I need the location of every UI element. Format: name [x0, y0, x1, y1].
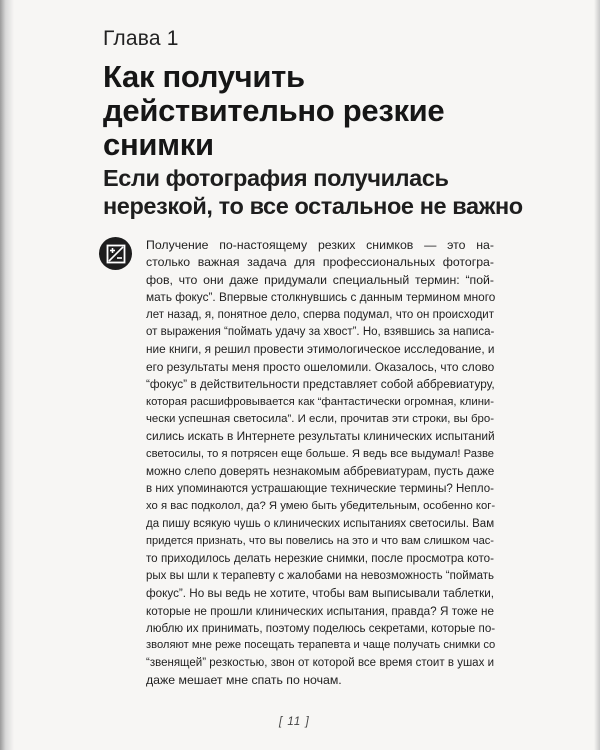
- body-line: светосилы, то я потрясен еще больше. Я ведь все выдумал! Разве: [146, 447, 494, 460]
- body-line: можно слепо доверять незнакомым аббревиатурам, пусть даже: [146, 465, 495, 479]
- page-edge-shadow-right: [594, 0, 600, 750]
- body-line: “звенящей” резкостью, звон от которой все время стоит в ушах и: [146, 656, 494, 669]
- body-line: фов, что они даже придумали специальный термин: “пой-: [146, 272, 494, 287]
- chapter-subtitle-line: Если фотография получилась: [103, 165, 449, 191]
- exposure-glyph-icon: [106, 244, 126, 264]
- body-line: его результаты меня просто ошеломили. Оказалось, что слово: [146, 359, 495, 374]
- chapter-title-line: снимки: [103, 127, 214, 162]
- body-line: мать фокус”. Впервые столкнувшись с данным термином много: [146, 290, 496, 305]
- body-line: Получение по-настоящему резких снимков — это на-: [146, 238, 494, 252]
- body-line: чески успешная светосила”. И если, прочитав эти строки, вы бро-: [146, 413, 494, 426]
- body-line: да пишу всякую чушь о клинических испытаниях светосилы. Вам: [146, 517, 495, 530]
- body-line: зволяют мне реже посещать терапевта и чаще получать снимки со: [146, 639, 496, 652]
- page-number: [ 11 ]: [279, 716, 310, 728]
- body-line: придется признать, что вы повелись на это и что вам слишком час-: [146, 534, 494, 547]
- body-line: сились искать в Интернете результаты клинических испытаний: [146, 429, 495, 444]
- chapter-title-line: Как получить: [103, 59, 305, 94]
- chapter-label: Глава 1: [103, 27, 179, 50]
- body-line: то приходилось делать нерезкие снимки, после просмотра кото-: [146, 552, 494, 566]
- body-line: ние книги, я решил провести этимологическое исследование, и: [146, 342, 495, 357]
- photo-exposure-icon: [99, 237, 132, 270]
- body-paragraph: [146, 237, 494, 690]
- body-line: которые не прошли клинических испытания, правда? Я тоже не: [146, 604, 494, 618]
- chapter-subtitle: [103, 164, 543, 220]
- body-line: столько важная задача для профессиональных фотогра-: [146, 255, 494, 270]
- chapter-title: [103, 60, 533, 162]
- body-line: “фокус” в действительности представляет собой аббревиатуру,: [146, 377, 495, 392]
- page-edge-shadow-left: [0, 0, 14, 750]
- chapter-subtitle-line: нерезкой, то все остальное не важно: [103, 193, 523, 219]
- body-line: люблю их принимать, поэтому поделюсь секретами, которые по-: [146, 621, 496, 635]
- chapter-title-line: действительно резкие: [103, 93, 445, 128]
- body-line: в них упоминаются устрашающие технические термины? Непло-: [146, 482, 494, 495]
- body-line: от выражения “поймать удачу за хвост”. Но, взявшись за написа-: [146, 326, 495, 339]
- body-line: лет назад, я, понятное дело, сперва подумал, что он происходит: [146, 308, 494, 321]
- body-line: хо я вас подколол, да? Я умею быть убедительным, особенно ког-: [146, 500, 496, 513]
- body-line: которая расшифровывается как “фантастически огромная, клини-: [146, 395, 494, 408]
- body-line: даже мешает мне спать по ночам.: [146, 673, 342, 688]
- body-line: фокус”. Но вы ведь не хотите, чтобы вам выписывали таблетки,: [146, 587, 495, 601]
- body-line: рых вы шли к терапевту с жалобами на невозможность “поймать: [146, 569, 494, 582]
